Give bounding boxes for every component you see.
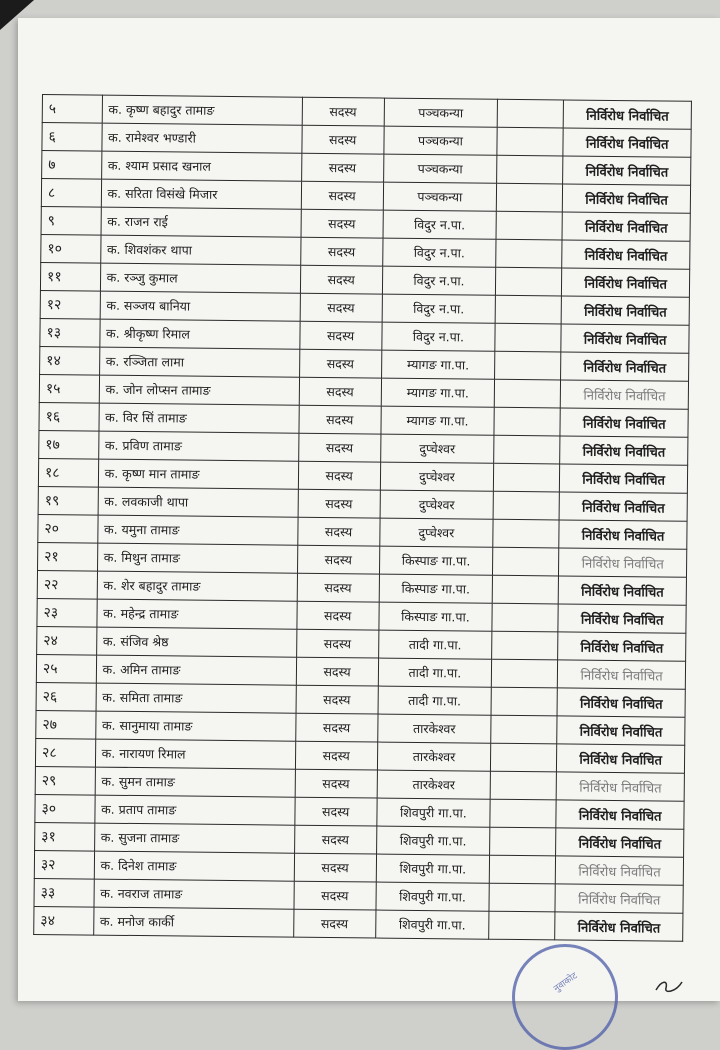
municipality: दुप्चेश्वर (380, 434, 494, 463)
member-role: सदस्य (295, 769, 377, 798)
municipality: विदुर न.पा. (383, 210, 497, 239)
roster-sheet (33, 94, 692, 942)
blank-cell (495, 295, 561, 324)
member-name: क. संजिव श्रेष्ठ (96, 627, 296, 657)
election-status: निर्विरोध निर्वाचित (563, 128, 691, 157)
municipality: तारकेश्वर (377, 742, 491, 771)
member-role: सदस्य (300, 265, 382, 294)
election-status: निर्विरोध निर्वाचित (562, 212, 690, 241)
blank-cell (490, 799, 556, 828)
blank-cell (495, 351, 561, 380)
member-name: क. मनोज कार्की (93, 907, 293, 937)
row-number: २८ (35, 738, 95, 767)
blank-cell (492, 575, 558, 604)
row-number: १० (41, 234, 101, 263)
member-role: सदस्य (299, 349, 381, 378)
member-name: क. नवराज तामाङ (94, 879, 294, 909)
election-status: निर्विरोध निर्वाचित (557, 688, 685, 717)
municipality: म्यागङ गा.पा. (381, 350, 495, 379)
member-name: क. रञ्जु कुमाल (100, 263, 300, 293)
official-stamp (512, 944, 618, 1050)
election-status: निर्विरोध निर्वाचित (562, 240, 690, 269)
blank-cell (492, 603, 558, 632)
election-status: निर्विरोध निर्वाचित (561, 296, 689, 325)
member-role: सदस्य (299, 405, 381, 434)
blank-cell (494, 463, 560, 492)
municipality: किस्पाङ गा.पा. (379, 602, 493, 631)
member-name: क. सञ्जय बानिया (100, 291, 300, 321)
election-status: निर्विरोध निर्वाचित (558, 660, 686, 689)
member-role: सदस्य (298, 461, 380, 490)
blank-cell (489, 911, 555, 940)
election-status: निर्विरोध निर्वाचित (561, 352, 689, 381)
member-role: सदस्य (299, 377, 381, 406)
row-number: २२ (37, 570, 97, 599)
municipality: तादी गा.पा. (378, 686, 492, 715)
member-name: क. श्याम प्रसाद खनाल (101, 151, 301, 181)
election-status: निर्विरोध निर्वाचित (557, 744, 685, 773)
row-number: २१ (38, 542, 98, 571)
member-name: क. सानुमाया तामाङ (95, 711, 295, 741)
blank-cell (496, 211, 562, 240)
member-name: क. सुजना तामाङ (94, 823, 294, 853)
roster-table (33, 94, 692, 942)
row-number: ३० (35, 794, 95, 823)
member-role: सदस्य (294, 853, 376, 882)
member-role: सदस्य (298, 489, 380, 518)
municipality: शिवपुरी गा.पा. (376, 854, 490, 883)
municipality: विदुर न.पा. (382, 266, 496, 295)
member-role: सदस्य (298, 433, 380, 462)
row-number: १५ (39, 374, 99, 403)
member-name: क. प्रताप तामाङ (94, 795, 294, 825)
row-number: २५ (36, 654, 96, 683)
member-name: क. श्रीकृष्ण रिमाल (99, 319, 299, 349)
blank-cell (492, 631, 558, 660)
member-role: सदस्य (301, 153, 383, 182)
municipality: पञ्चकन्या (384, 98, 498, 127)
blank-cell (493, 519, 559, 548)
row-number: १४ (40, 346, 100, 375)
row-number: ३१ (35, 822, 95, 851)
election-status: निर्विरोध निर्वाचित (559, 492, 687, 521)
election-status: निर्विरोध निर्वाचित (555, 912, 683, 941)
election-status: निर्विरोध निर्वाचित (559, 548, 687, 577)
election-status: निर्विरोध निर्वाचित (560, 464, 688, 493)
municipality: तादी गा.पा. (378, 630, 492, 659)
municipality: पञ्चकन्या (384, 126, 498, 155)
row-number: २७ (36, 710, 96, 739)
member-role: सदस्य (293, 909, 375, 938)
election-status: निर्विरोध निर्वाचित (556, 800, 684, 829)
row-number: १६ (39, 402, 99, 431)
municipality: शिवपुरी गा.पा. (376, 826, 490, 855)
member-role: सदस्य (295, 741, 377, 770)
blank-cell (494, 435, 560, 464)
member-role: सदस्य (294, 881, 376, 910)
member-name: क. समिता तामाङ (96, 683, 296, 713)
member-role: सदस्य (301, 181, 383, 210)
blank-cell (491, 715, 557, 744)
row-number: २९ (35, 766, 95, 795)
member-role: सदस्य (297, 601, 379, 630)
blank-cell (493, 491, 559, 520)
blank-cell (494, 407, 560, 436)
member-role: सदस्य (297, 573, 379, 602)
row-number: ११ (40, 262, 100, 291)
municipality: दुप्चेश्वर (379, 518, 493, 547)
election-status: निर्विरोध निर्वाचित (558, 604, 686, 633)
member-name: क. कृष्ण मान तामाङ (98, 459, 298, 489)
row-number: ९ (41, 206, 101, 235)
municipality: पञ्चकन्या (383, 182, 497, 211)
member-name: क. महेन्द्र तामाङ (97, 599, 297, 629)
blank-cell (497, 155, 563, 184)
election-status: निर्विरोध निर्वाचित (562, 268, 690, 297)
municipality: दुप्चेश्वर (380, 490, 494, 519)
member-role: सदस्य (296, 685, 378, 714)
member-name: क. सरिता विसंखे मिजार (101, 179, 301, 209)
election-status: निर्विरोध निर्वाचित (559, 520, 687, 549)
municipality: पञ्चकन्या (383, 154, 497, 183)
member-name: क. प्रविण तामाङ (98, 431, 298, 461)
row-number: १९ (38, 486, 98, 515)
blank-cell (490, 827, 556, 856)
municipality: किस्पाङ गा.पा. (379, 546, 493, 575)
row-number: १२ (40, 290, 100, 319)
blank-cell (489, 883, 555, 912)
row-number: १७ (39, 430, 99, 459)
member-name: क. शिवशंकर थापा (100, 235, 300, 265)
row-number: ३४ (34, 906, 94, 935)
election-status: निर्विरोध निर्वाचित (564, 100, 692, 129)
member-role: सदस्य (295, 713, 377, 742)
election-status: निर्विरोध निर्वाचित (555, 884, 683, 913)
member-role: सदस्य (302, 125, 384, 154)
member-name: क. कृष्ण बहादुर तामाङ (102, 95, 302, 125)
election-status: निर्विरोध निर्वाचित (563, 156, 691, 185)
member-name: क. यमुना तामाङ (97, 515, 297, 545)
member-role: सदस्य (296, 629, 378, 658)
blank-cell (493, 547, 559, 576)
member-role: सदस्य (300, 293, 382, 322)
row-number: ८ (41, 179, 101, 208)
election-status: निर्विरोध निर्वाचित (556, 828, 684, 857)
member-name: क. रामेश्वर भण्डारी (102, 123, 302, 153)
member-role: सदस्य (295, 797, 377, 826)
municipality: दुप्चेश्वर (380, 462, 494, 491)
member-name: क. लवकाजी थापा (98, 487, 298, 517)
row-number: २६ (36, 682, 96, 711)
blank-cell (497, 99, 563, 128)
election-status: निर्विरोध निर्वाचित (560, 408, 688, 437)
member-role: सदस्य (294, 825, 376, 854)
blank-cell (492, 659, 558, 688)
row-number: ७ (42, 151, 102, 180)
member-name: क. मिथुन तामाङ (97, 543, 297, 573)
member-name: क. विर सिं तामाङ (99, 403, 299, 433)
municipality: विदुर न.पा. (382, 238, 496, 267)
member-role: सदस्य (296, 657, 378, 686)
municipality: शिवपुरी गा.पा. (375, 910, 489, 939)
signature-mark (654, 976, 684, 996)
blank-cell (497, 183, 563, 212)
member-name: क. सुमन तामाङ (95, 767, 295, 797)
member-name: क. अमिन तामाङ (96, 655, 296, 685)
municipality: तारकेश्वर (377, 714, 491, 743)
member-role: सदस्य (302, 97, 384, 126)
blank-cell (497, 127, 563, 156)
row-number: १८ (38, 458, 98, 487)
member-name: क. जोन लोप्सन तामाङ (99, 375, 299, 405)
municipality: विदुर न.पा. (382, 294, 496, 323)
row-number: २४ (37, 626, 97, 655)
row-number: ५ (42, 95, 102, 124)
member-name: क. शेर बहादुर तामाङ (97, 571, 297, 601)
row-number: २० (38, 514, 98, 543)
member-name: क. रञ्जिता लामा (99, 347, 299, 377)
row-number: २३ (37, 598, 97, 627)
election-status: निर्विरोध निर्वाचित (563, 184, 691, 213)
stamp-text: नुवाकोट (552, 971, 580, 995)
municipality: म्यागङ गा.पा. (381, 378, 495, 407)
municipality: विदुर न.पा. (381, 322, 495, 351)
municipality: किस्पाङ गा.पा. (379, 574, 493, 603)
blank-cell (496, 267, 562, 296)
member-name: क. राजन राई (101, 207, 301, 237)
blank-cell (490, 771, 556, 800)
row-number: ३३ (34, 878, 94, 907)
blank-cell (491, 687, 557, 716)
blank-cell (496, 239, 562, 268)
member-role: सदस्य (301, 209, 383, 238)
roster-table-body (34, 95, 692, 942)
blank-cell (495, 323, 561, 352)
election-status: निर्विरोध निर्वाचित (560, 436, 688, 465)
row-number: ३२ (34, 850, 94, 879)
municipality: म्यागङ गा.पा. (381, 406, 495, 435)
municipality: तादी गा.पा. (378, 658, 492, 687)
municipality: शिवपुरी गा.पा. (376, 798, 490, 827)
election-status: निर्विरोध निर्वाचित (561, 380, 689, 409)
municipality: शिवपुरी गा.पा. (376, 882, 490, 911)
election-status: निर्विरोध निर्वाचित (556, 772, 684, 801)
member-name: क. नारायण रिमाल (95, 739, 295, 769)
row-number: १३ (40, 318, 100, 347)
row-number: ६ (42, 123, 102, 152)
blank-cell (494, 379, 560, 408)
member-name: क. दिनेश तामाङ (94, 851, 294, 881)
election-status: निर्विरोध निर्वाचित (561, 324, 689, 353)
blank-cell (490, 855, 556, 884)
member-role: सदस्य (297, 517, 379, 546)
municipality: तारकेश्वर (377, 770, 491, 799)
member-role: सदस्य (299, 321, 381, 350)
member-role: सदस्य (297, 545, 379, 574)
blank-cell (491, 743, 557, 772)
election-status: निर्विरोध निर्वाचित (557, 716, 685, 745)
election-status: निर्विरोध निर्वाचित (559, 576, 687, 605)
election-status: निर्विरोध निर्वाचित (556, 856, 684, 885)
election-status: निर्विरोध निर्वाचित (558, 632, 686, 661)
member-role: सदस्य (300, 237, 382, 266)
